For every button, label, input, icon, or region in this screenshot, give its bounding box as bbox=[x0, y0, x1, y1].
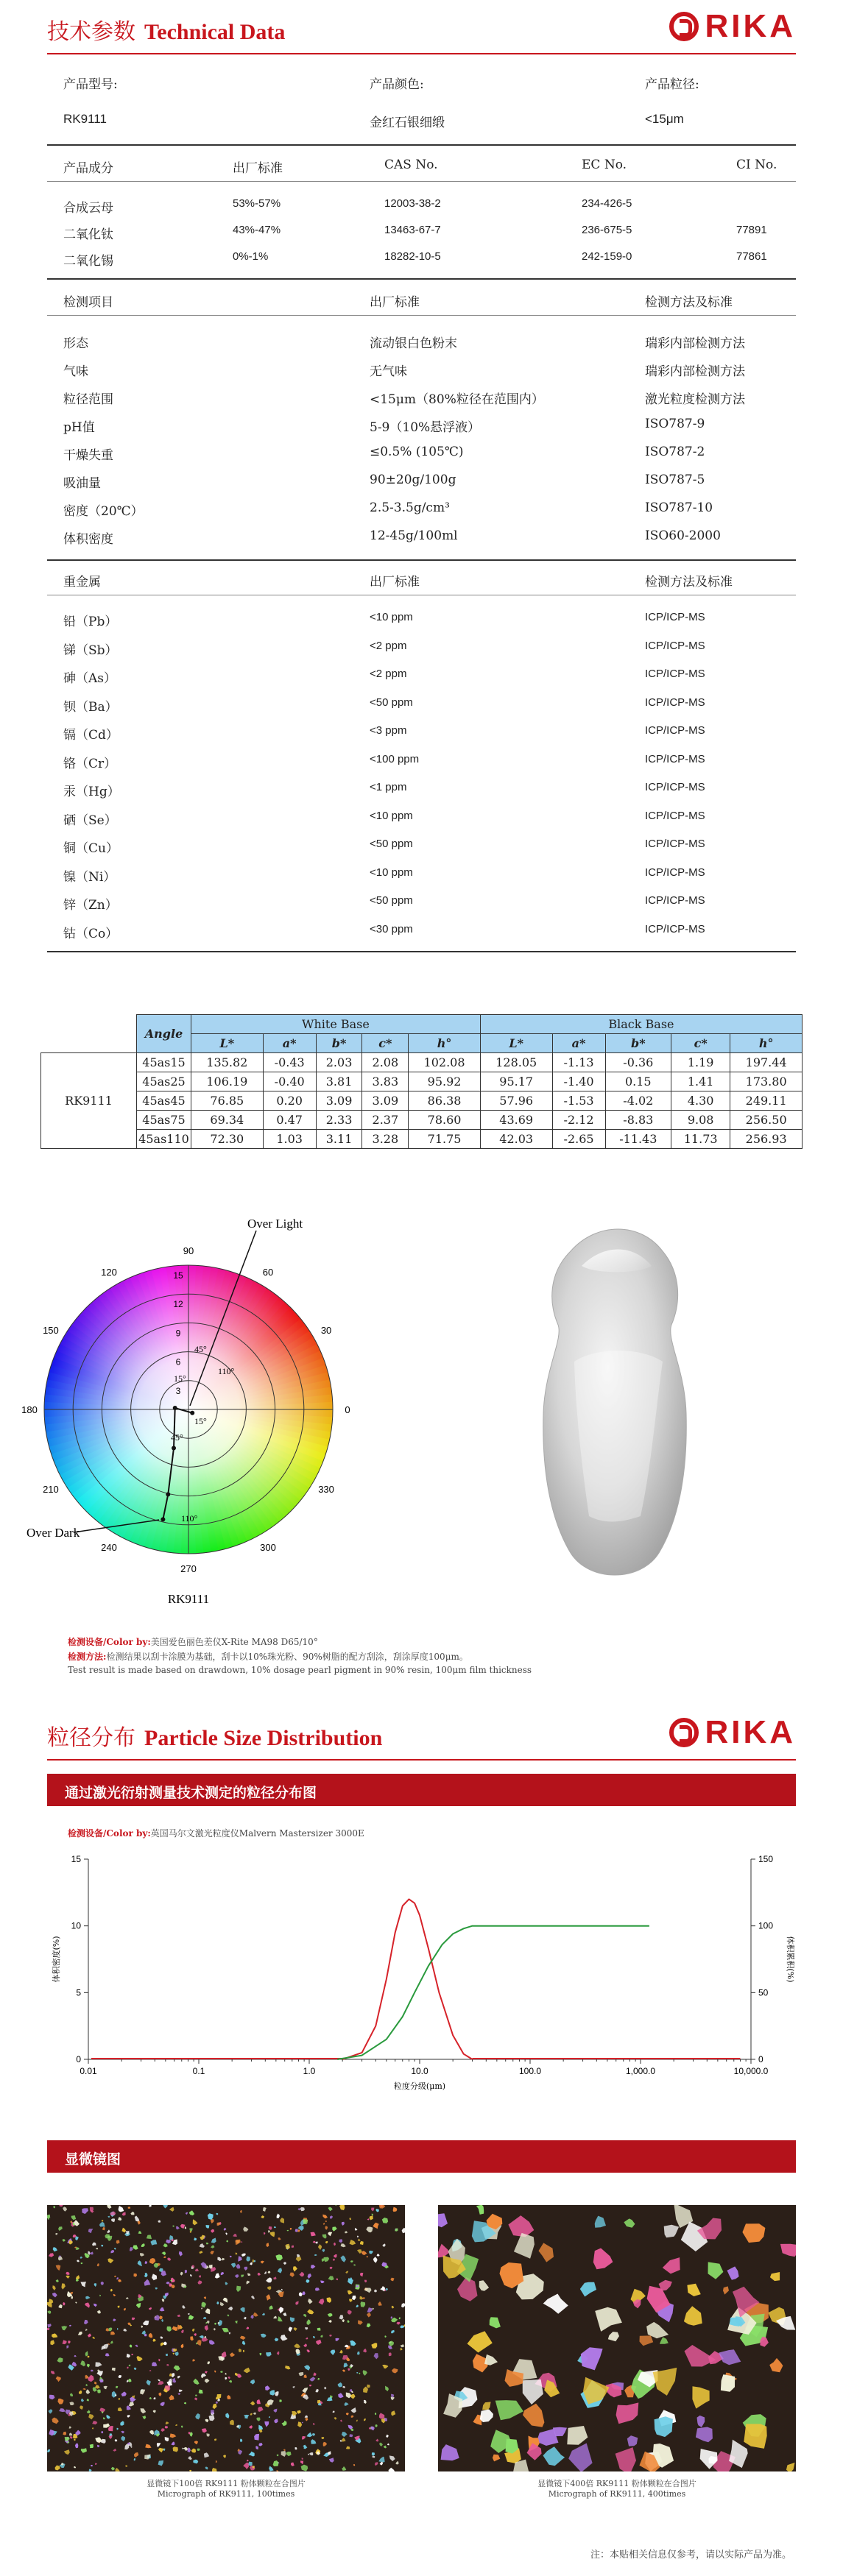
wheel-angle-label: 150 bbox=[43, 1325, 59, 1336]
table-cell: ICP/ICP-MS bbox=[645, 668, 705, 680]
table-cell: 无气味 bbox=[370, 364, 407, 379]
header-rule bbox=[47, 53, 796, 54]
table-cell: 砷（As） bbox=[63, 671, 117, 686]
column-header: 出厂标准 bbox=[370, 295, 420, 310]
table-cell: ICP/ICP-MS bbox=[645, 894, 705, 907]
angle-cell: 45as110 bbox=[137, 1130, 191, 1149]
table-cell: <1 ppm bbox=[370, 781, 407, 793]
angle-header: Angle bbox=[137, 1015, 191, 1053]
table-cell: <50 ppm bbox=[370, 696, 413, 709]
black-value-cell: 42.03 bbox=[480, 1130, 552, 1149]
title-en: Technical Data bbox=[144, 20, 286, 44]
white-value-cell: 3.09 bbox=[362, 1091, 409, 1111]
x-tick-label: 1.0 bbox=[303, 2066, 316, 2076]
table-cell: 18282-10-5 bbox=[384, 250, 441, 263]
micrograph-400x bbox=[438, 2205, 796, 2471]
table-cell: 钡（Ba） bbox=[63, 699, 118, 715]
table-cell: 干燥失重 bbox=[63, 448, 113, 463]
black-value-cell: -8.83 bbox=[605, 1111, 671, 1130]
wheel-point-label: 45° bbox=[171, 1432, 183, 1443]
wheel-ring-label: 6 bbox=[175, 1356, 181, 1367]
table-cell: ICP/ICP-MS bbox=[645, 724, 705, 737]
table-cell: 77891 bbox=[736, 224, 767, 236]
color-col-header: c* bbox=[671, 1034, 730, 1053]
column-header: EC No. bbox=[582, 158, 627, 172]
white-value-cell: 106.19 bbox=[191, 1072, 264, 1091]
wheel-ring-label: 9 bbox=[175, 1328, 181, 1339]
white-value-cell: 2.08 bbox=[362, 1053, 409, 1072]
model-label: 产品型号: bbox=[63, 77, 118, 92]
black-value-cell: 256.50 bbox=[730, 1111, 803, 1130]
table-cell: 锌（Zn） bbox=[63, 898, 118, 913]
table-cell: 铬（Cr） bbox=[63, 756, 117, 771]
wheel-ring-label: 15 bbox=[173, 1270, 183, 1281]
table-cell: ICP/ICP-MS bbox=[645, 696, 705, 709]
black-value-cell: 0.15 bbox=[605, 1072, 671, 1091]
table-cell: 钴（Co） bbox=[63, 926, 119, 941]
table-row bbox=[41, 1130, 803, 1149]
title-cn: 技术参数 bbox=[47, 19, 135, 45]
y2-tick-label: 0 bbox=[758, 2054, 763, 2064]
table-cell: ICP/ICP-MS bbox=[645, 752, 705, 765]
black-value-cell: 95.17 bbox=[480, 1072, 552, 1091]
white-value-cell: 1.03 bbox=[263, 1130, 316, 1149]
table-cell: 53%-57% bbox=[233, 197, 281, 210]
wheel-angle-label: 270 bbox=[180, 1563, 197, 1574]
measure-point bbox=[166, 1492, 170, 1496]
measure-point bbox=[173, 1406, 177, 1410]
measure-point bbox=[190, 1411, 194, 1415]
section-title bbox=[47, 1719, 382, 1752]
empty-cell bbox=[41, 1034, 137, 1053]
table-cell: 合成云母 bbox=[63, 201, 113, 216]
black-value-cell: 128.05 bbox=[480, 1053, 552, 1072]
table-cell: <15μm（80%粒径在范围内） bbox=[370, 392, 544, 407]
cumulative-series-line bbox=[337, 1926, 649, 2059]
micrograph-100x-caption-en: Micrograph of RK9111, 100times bbox=[157, 2489, 295, 2499]
table-cell: 密度（20℃） bbox=[63, 504, 144, 519]
empty-cell bbox=[41, 1015, 137, 1034]
black-value-cell: 249.11 bbox=[730, 1091, 803, 1111]
wheel-point-label: 15° bbox=[174, 1373, 186, 1384]
y2-tick-label: 150 bbox=[758, 1854, 774, 1864]
angle-cell: 45as75 bbox=[137, 1111, 191, 1130]
table-cell: 5-9（10%悬浮液） bbox=[370, 420, 481, 435]
table-cell: 流动银白色粉末 bbox=[370, 336, 457, 351]
table-row bbox=[41, 1111, 803, 1130]
table-cell: 硒（Se） bbox=[63, 813, 117, 828]
over-light-label: Over Light bbox=[247, 1217, 303, 1231]
wheel-angle-label: 210 bbox=[43, 1484, 59, 1495]
color-col-header: L* bbox=[480, 1034, 552, 1053]
divider bbox=[47, 181, 796, 182]
color-wheel-chart bbox=[0, 1178, 412, 1619]
table-cell: ICP/ICP-MS bbox=[645, 809, 705, 822]
table-cell: <10 ppm bbox=[370, 611, 413, 623]
wheel-angle-label: 180 bbox=[21, 1404, 38, 1415]
white-value-cell: 3.09 bbox=[316, 1091, 362, 1111]
y-axis-label: 体积密度(%) bbox=[52, 1936, 61, 1983]
color-col-header: L* bbox=[191, 1034, 264, 1053]
wheel-point-label: 15° bbox=[194, 1416, 207, 1426]
white-value-cell: 3.28 bbox=[362, 1130, 409, 1149]
table-cell: ISO787-10 bbox=[645, 500, 713, 515]
white-value-cell: -0.43 bbox=[263, 1053, 316, 1072]
table-cell: 气味 bbox=[63, 364, 88, 379]
table-cell: ICP/ICP-MS bbox=[645, 866, 705, 879]
black-value-cell: 4.30 bbox=[671, 1091, 730, 1111]
measure-point bbox=[161, 1517, 165, 1521]
micrograph-100x bbox=[47, 2205, 405, 2471]
y2-tick-label: 100 bbox=[758, 1920, 774, 1931]
y-tick-label: 0 bbox=[76, 2054, 81, 2064]
white-value-cell: 71.75 bbox=[409, 1130, 481, 1149]
device-value: 美国爱色丽色差仪X-Rite MA98 D65/10° bbox=[150, 1637, 318, 1647]
table-cell: ICP/ICP-MS bbox=[645, 838, 705, 850]
table-cell: <50 ppm bbox=[370, 894, 413, 907]
density-series-line bbox=[342, 1899, 472, 2059]
x-axis-label: 粒度分级(μm) bbox=[393, 2081, 446, 2091]
black-value-cell: 11.73 bbox=[671, 1130, 730, 1149]
color-col-header: b* bbox=[605, 1034, 671, 1053]
table-row bbox=[41, 1091, 803, 1111]
table-cell: <3 ppm bbox=[370, 724, 407, 737]
white-value-cell: 86.38 bbox=[409, 1091, 481, 1111]
white-value-cell: 3.81 bbox=[316, 1072, 362, 1091]
white-value-cell: 135.82 bbox=[191, 1053, 264, 1072]
logo-mark-icon bbox=[669, 12, 699, 41]
y-tick-label: 10 bbox=[71, 1920, 81, 1931]
table-cell: 12-45g/100ml bbox=[370, 528, 458, 543]
table-cell: 锑（Sb） bbox=[63, 643, 118, 658]
table-cell: 二氧化锡 bbox=[63, 254, 113, 269]
white-value-cell: -0.40 bbox=[263, 1072, 316, 1091]
white-base-header: White Base bbox=[191, 1015, 481, 1034]
white-value-cell: 95.92 bbox=[409, 1072, 481, 1091]
table-cell: ICP/ICP-MS bbox=[645, 639, 705, 652]
white-value-cell: 2.03 bbox=[316, 1053, 362, 1072]
x-tick-label: 0.01 bbox=[80, 2066, 97, 2076]
wheel-ring-label: 3 bbox=[175, 1385, 181, 1396]
table-cell: 236-675-5 bbox=[582, 224, 632, 236]
wheel-angle-label: 30 bbox=[320, 1325, 332, 1336]
table-cell: 激光粒度检测方法 bbox=[645, 392, 745, 407]
table-cell: <2 ppm bbox=[370, 668, 407, 680]
black-value-cell: 1.41 bbox=[671, 1072, 730, 1091]
wheel-angle-label: 330 bbox=[318, 1484, 334, 1495]
wheel-angle-label: 300 bbox=[260, 1542, 276, 1554]
y2-tick-label: 50 bbox=[758, 1987, 769, 1998]
x-tick-label: 10.0 bbox=[411, 2066, 428, 2076]
rika-logo bbox=[669, 1716, 796, 1749]
x-tick-label: 0.1 bbox=[192, 2066, 205, 2076]
table-cell: 形态 bbox=[63, 336, 88, 351]
table-cell: 汞（Hg） bbox=[63, 785, 120, 799]
table-cell: <2 ppm bbox=[370, 639, 407, 652]
wheel-angle-label: 60 bbox=[262, 1266, 274, 1278]
table-cell: <10 ppm bbox=[370, 866, 413, 879]
table-cell: 2.5-3.5g/cm³ bbox=[370, 500, 450, 515]
over-dark-label: Over Dark bbox=[27, 1526, 80, 1540]
black-value-cell: 256.93 bbox=[730, 1130, 803, 1149]
angle-cell: 45as25 bbox=[137, 1072, 191, 1091]
table-cell: pH值 bbox=[63, 420, 95, 435]
white-value-cell: 3.11 bbox=[316, 1130, 362, 1149]
white-value-cell: 0.47 bbox=[263, 1111, 316, 1130]
table-cell: 铜（Cu） bbox=[63, 841, 119, 856]
table-cell: 铅（Pb） bbox=[63, 615, 118, 629]
black-value-cell: -2.65 bbox=[552, 1130, 605, 1149]
black-value-cell: -2.12 bbox=[552, 1111, 605, 1130]
wheel-ring-label: 12 bbox=[173, 1299, 183, 1310]
logo-text: RIKA bbox=[705, 8, 796, 44]
black-value-cell: 9.08 bbox=[671, 1111, 730, 1130]
black-value-cell: -1.13 bbox=[552, 1053, 605, 1072]
size-label: 产品粒径: bbox=[645, 77, 699, 92]
table-cell: <100 ppm bbox=[370, 752, 420, 765]
title-en: Particle Size Distribution bbox=[144, 1726, 383, 1750]
divider bbox=[47, 951, 796, 952]
wheel-angle-label: 0 bbox=[345, 1404, 350, 1415]
device-label: 检测设备/Color by: bbox=[68, 1637, 151, 1647]
white-value-cell: 0.20 bbox=[263, 1091, 316, 1111]
method-label: 检测方法: bbox=[68, 1652, 107, 1662]
color-data-table bbox=[40, 1014, 803, 1149]
table-cell: ISO787-5 bbox=[645, 473, 705, 487]
device-note bbox=[68, 1635, 318, 1648]
psd-device-note bbox=[68, 1827, 364, 1839]
psd-device-label: 检测设备/Color by: bbox=[68, 1828, 151, 1839]
product-cell: RK9111 bbox=[41, 1053, 137, 1149]
table-cell: 77861 bbox=[736, 250, 767, 263]
white-value-cell: 76.85 bbox=[191, 1091, 264, 1111]
column-header: 检测方法及标准 bbox=[645, 575, 733, 590]
table-cell: 12003-38-2 bbox=[384, 197, 441, 210]
section-header-psd bbox=[0, 1706, 843, 1765]
table-cell: ISO787-2 bbox=[645, 445, 705, 459]
psd-banner: 通过激光衍射测量技术测定的粒径分布图 bbox=[47, 1774, 796, 1806]
rika-logo bbox=[669, 10, 796, 43]
wheel-angle-label: 90 bbox=[183, 1245, 194, 1256]
method-value: 检测结果以刮卡涂膜为基础，刮卡以10%珠光粉、90%树脂的配方刮涂，刮涂厚度100μm。 bbox=[106, 1652, 468, 1662]
wheel-angle-label: 240 bbox=[101, 1542, 117, 1554]
column-header: 检测方法及标准 bbox=[645, 295, 733, 310]
logo-text: RIKA bbox=[705, 1714, 796, 1750]
color-label: 产品颜色: bbox=[370, 77, 424, 92]
wheel-point-label: 45° bbox=[194, 1344, 207, 1354]
y2-axis-label: 体积累积(%) bbox=[786, 1936, 795, 1983]
x-tick-label: 10,000.0 bbox=[733, 2066, 769, 2076]
color-value: 金红石银细缎 bbox=[370, 116, 445, 130]
table-cell: 瑞彩内部检测方法 bbox=[645, 364, 745, 379]
psd-device-value: 英国马尔文激光粒度仪Malvern Mastersizer 3000E bbox=[150, 1828, 364, 1839]
x-tick-label: 1,000.0 bbox=[625, 2066, 656, 2076]
footnote: 注：本贴相关信息仅参考，请以实际产品为准。 bbox=[590, 2550, 791, 2561]
black-value-cell: -4.02 bbox=[605, 1091, 671, 1111]
column-header: CI No. bbox=[736, 158, 777, 172]
size-value: <15μm bbox=[645, 112, 684, 126]
column-header: 出厂标准 bbox=[233, 161, 283, 176]
table-cell: 43%-47% bbox=[233, 224, 281, 236]
column-header: 出厂标准 bbox=[370, 575, 420, 590]
white-value-cell: 102.08 bbox=[409, 1053, 481, 1072]
color-col-header: h° bbox=[730, 1034, 803, 1053]
white-value-cell: 2.37 bbox=[362, 1111, 409, 1130]
table-cell: ICP/ICP-MS bbox=[645, 611, 705, 623]
color-col-header: c* bbox=[362, 1034, 409, 1053]
black-value-cell: -0.36 bbox=[605, 1053, 671, 1072]
color-col-header: h° bbox=[409, 1034, 481, 1053]
header-rule bbox=[47, 1759, 796, 1761]
micrograph-banner: 显微镜图 bbox=[47, 2140, 796, 2173]
wheel-angle-label: 120 bbox=[101, 1266, 117, 1278]
table-cell: 二氧化钛 bbox=[63, 227, 113, 242]
black-value-cell: 43.69 bbox=[480, 1111, 552, 1130]
divider bbox=[47, 144, 796, 146]
table-cell: 234-426-5 bbox=[582, 197, 632, 210]
color-wheel bbox=[44, 1265, 333, 1554]
section-title bbox=[47, 13, 285, 46]
section-header-technical bbox=[0, 0, 843, 59]
table-row bbox=[41, 1072, 803, 1091]
white-value-cell: 78.60 bbox=[409, 1111, 481, 1130]
divider bbox=[47, 315, 796, 316]
table-cell: 瑞彩内部检测方法 bbox=[645, 336, 745, 351]
method-note bbox=[68, 1650, 468, 1663]
table-cell: <30 ppm bbox=[370, 922, 413, 935]
table-cell: 90±20g/100g bbox=[370, 473, 456, 487]
y-tick-label: 5 bbox=[76, 1987, 81, 1998]
table-cell: 吸油量 bbox=[63, 476, 101, 491]
white-value-cell: 69.34 bbox=[191, 1111, 264, 1130]
column-header: 检测项目 bbox=[63, 295, 113, 310]
method-note-en: Test result is made based on drawdown, 10% dosage pearl pigment in 90% resin, 100μm film thickness bbox=[68, 1665, 532, 1675]
model-value: RK9111 bbox=[63, 112, 107, 126]
micrograph-400x-caption-en: Micrograph of RK9111, 400times bbox=[548, 2489, 686, 2499]
column-header: 重金属 bbox=[63, 575, 101, 590]
color-col-header: b* bbox=[316, 1034, 362, 1053]
title-cn: 粒径分布 bbox=[47, 1725, 135, 1751]
white-value-cell: 2.33 bbox=[316, 1111, 362, 1130]
y-tick-label: 15 bbox=[71, 1854, 81, 1864]
divider bbox=[47, 278, 796, 280]
black-value-cell: 1.19 bbox=[671, 1053, 730, 1072]
table-cell: <10 ppm bbox=[370, 809, 413, 822]
micrograph-400x-caption-cn: 显微镜下400倍 RK9111 粉体颗粒在合图片 bbox=[537, 2479, 696, 2488]
color-col-header: a* bbox=[263, 1034, 316, 1053]
color-col-header: a* bbox=[552, 1034, 605, 1053]
table-cell: ≤0.5% (105℃) bbox=[370, 445, 464, 459]
wheel-point-label: 110° bbox=[181, 1513, 198, 1524]
black-value-cell: -1.40 bbox=[552, 1072, 605, 1091]
table-cell: 0%-1% bbox=[233, 250, 269, 263]
white-value-cell: 72.30 bbox=[191, 1130, 264, 1149]
table-cell: 242-159-0 bbox=[582, 250, 632, 263]
table-cell: ISO60-2000 bbox=[645, 528, 721, 543]
angle-cell: 45as15 bbox=[137, 1053, 191, 1072]
column-header: CAS No. bbox=[384, 158, 438, 172]
sample-panel-image bbox=[530, 1222, 699, 1590]
black-base-header: Black Base bbox=[480, 1015, 802, 1034]
table-cell: ICP/ICP-MS bbox=[645, 922, 705, 935]
black-value-cell: 173.80 bbox=[730, 1072, 803, 1091]
micrograph-100x-caption-cn: 显微镜下100倍 RK9111 粉体颗粒在合图片 bbox=[147, 2479, 306, 2488]
logo-mark-icon bbox=[669, 1718, 699, 1747]
black-value-cell: 57.96 bbox=[480, 1091, 552, 1111]
black-value-cell: -11.43 bbox=[605, 1130, 671, 1149]
white-value-cell: 3.83 bbox=[362, 1072, 409, 1091]
divider bbox=[47, 559, 796, 561]
black-value-cell: 197.44 bbox=[730, 1053, 803, 1072]
table-cell: 镉（Cd） bbox=[63, 728, 119, 743]
table-cell: ISO787-9 bbox=[645, 417, 705, 431]
table-cell: 体积密度 bbox=[63, 532, 113, 547]
x-tick-label: 100.0 bbox=[518, 2066, 542, 2076]
measure-point bbox=[172, 1446, 176, 1451]
table-cell: 镍（Ni） bbox=[63, 869, 116, 885]
wheel-caption: RK9111 bbox=[167, 1592, 210, 1606]
psd-chart bbox=[44, 1847, 803, 2112]
wheel-point-label: 110° bbox=[218, 1366, 235, 1376]
angle-cell: 45as45 bbox=[137, 1091, 191, 1111]
table-cell: ICP/ICP-MS bbox=[645, 781, 705, 793]
table-cell: <50 ppm bbox=[370, 838, 413, 850]
black-value-cell: -1.53 bbox=[552, 1091, 605, 1111]
table-cell: 13463-67-7 bbox=[384, 224, 441, 236]
column-header: 产品成分 bbox=[63, 161, 113, 176]
table-cell: 粒径范围 bbox=[63, 392, 113, 407]
table-row bbox=[41, 1053, 803, 1072]
